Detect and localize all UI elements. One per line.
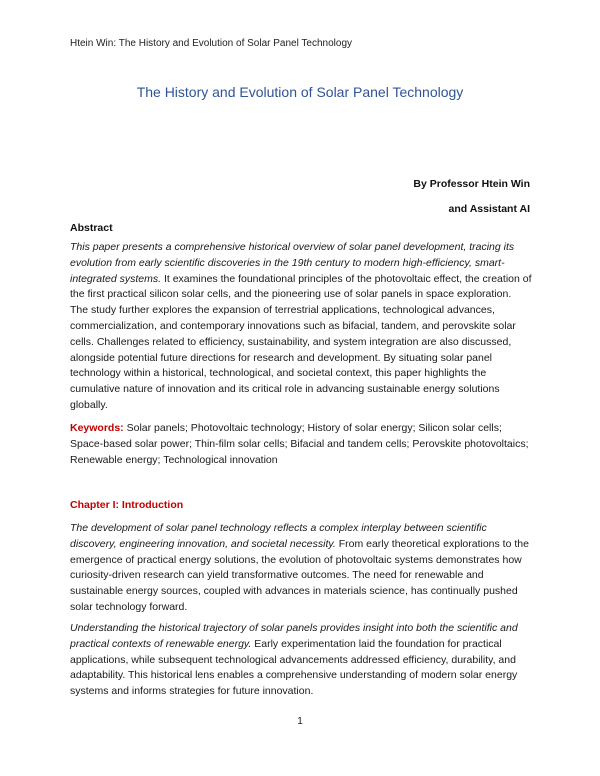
- intro-1-lead-sentence: The development of solar panel technology reflects a complex interplay between scientific discovery, engineering innovation, and societal necessity.: [70, 522, 487, 550]
- keywords-paragraph: [70, 421, 532, 468]
- intro-2-lead-sentence: Understanding the historical trajectory of solar panels provides insight into both the scientific and practical contexts of renewable energy.: [70, 622, 518, 650]
- keywords-list: Solar panels; Photovoltaic technology; History of solar energy; Silicon solar cells; Space-based solar power; Thin-film solar cells; Bifacial and tandem cells; Perovskite photovoltaics; Renewable energy; Technological innovation: [70, 422, 529, 466]
- page-number: 1: [297, 716, 303, 727]
- intro-1-body: From early theoretical explorations to the emergence of practical energy solutions, the evolution of photovoltaic systems demonstrates how curiosity-driven research can yield transformative outcomes. The need for renewable and sustainable energy sources, coupled with advances in materials science, has continually pushed solar technology forward.: [70, 537, 529, 613]
- intro-paragraph-2: [70, 621, 532, 700]
- chapter-heading: Chapter I: Introduction: [70, 499, 184, 511]
- author-line-2: and Assistant AI: [448, 203, 530, 215]
- paper-title: The History and Evolution of Solar Panel Technology: [136, 84, 464, 100]
- abstract-lead-sentence: This paper presents a comprehensive historical overview of solar panel development, tracing its evolution from early scientific discoveries in the 19th century to modern high-efficiency, smart-integrated systems.: [70, 241, 515, 285]
- intro-2-body: Early experimentation laid the foundation for practical applications, while subsequent technological advancements addressed efficiency, durability, and adaptability. This historical lens enables a comprehensive understanding of modern solar energy systems and informs strategies for future innovation.: [70, 637, 518, 698]
- keywords-label: Keywords:: [70, 422, 124, 434]
- intro-paragraph-1: [70, 521, 532, 616]
- author-line-1: By Professor Htein Win: [413, 178, 530, 190]
- abstract-heading: Abstract: [70, 222, 113, 234]
- abstract-paragraph: [70, 240, 532, 414]
- running-header: Htein Win: The History and Evolution of Solar Panel Technology: [70, 38, 353, 49]
- abstract-body: It examines the foundational principles of the photovoltaic effect, the creation of the first practical silicon solar cells, and the pioneering use of solar panels in space exploration. The study further explores the expansion of terrestrial applications, technological advances, commercialization, and contemporary innovations such as bifacial, tandem, and perovskite solar cells. Challenges related to efficiency, sustainability, and system integration are also discussed, alongside potential future directions for research and development. By situating solar panel technology within a historical, technological, and societal context, this paper highlights the cumulative nature of innovation and its critical role in advancing sustainable energy solutions globally.: [70, 272, 532, 411]
